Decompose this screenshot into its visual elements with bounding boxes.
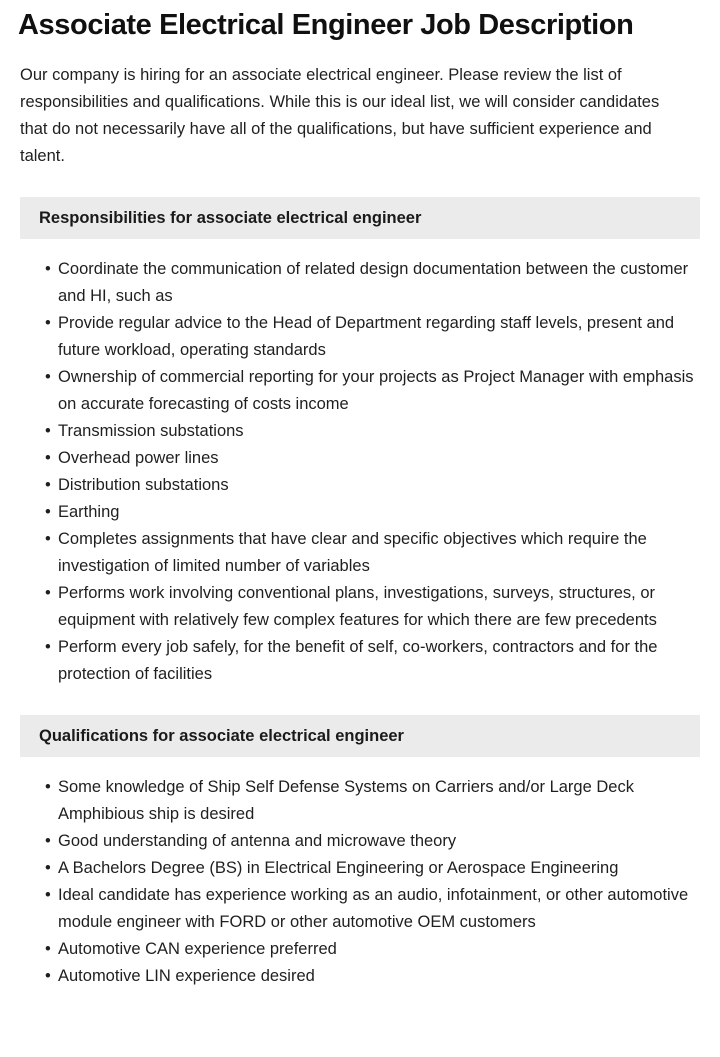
bullet-icon: •: [45, 476, 51, 494]
bullet-icon: •: [45, 449, 51, 467]
list-item-text: Completes assignments that have clear and specific objectives which require the investigation of limited number of variables: [58, 530, 647, 575]
list-item-text: Provide regular advice to the Head of Department regarding staff levels, present and future workload, operating standards: [58, 314, 675, 359]
page-title: Associate Electrical Engineer Job Description: [18, 9, 634, 41]
bullet-icon: •: [45, 503, 51, 521]
list-item-text: Some knowledge of Ship Self Defense Systems on Carriers and/or Large Deck Amphibious ship is desired: [58, 778, 634, 823]
list-item-text: Perform every job safely, for the benefit of self, co-workers, contractors and for the protection of facilities: [58, 638, 658, 683]
list-item-text: Earthing: [58, 503, 120, 521]
list-item-text: Ideal candidate has experience working as an audio, infotainment, or other automotive module engineer with FORD or other automotive OEM customers: [58, 886, 689, 931]
bullet-icon: •: [45, 886, 51, 904]
bullet-icon: •: [45, 368, 51, 386]
list-item: [45, 364, 696, 418]
intro-paragraph: Our company is hiring for an associate electrical engineer. Please review the list of responsibilities and qualifications. While this is our ideal list, we will consider candidates that do not necessarily have all of the qualifications, but have sufficient experience and talent.: [20, 66, 660, 165]
list-item-text: Performs work involving conventional plans, investigations, surveys, structures, or equipment with relatively few complex features for which there are few precedents: [58, 584, 657, 629]
list-item: [45, 310, 696, 364]
qualifications-section: [0, 715, 720, 990]
bullet-icon: •: [45, 530, 51, 548]
list-item: [45, 828, 696, 855]
bullet-icon: •: [45, 638, 51, 656]
bullet-icon: •: [45, 832, 51, 850]
list-item-text: Automotive LIN experience desired: [58, 967, 315, 985]
list-item-text: Distribution substations: [58, 476, 229, 494]
list-item: [45, 445, 696, 472]
bullet-icon: •: [45, 967, 51, 985]
list-item-text: Overhead power lines: [58, 449, 219, 467]
responsibilities-heading-label: Responsibilities for associate electrical engineer: [39, 209, 422, 227]
responsibilities-list: [0, 239, 720, 688]
list-item: [45, 580, 696, 634]
list-item: [45, 855, 696, 882]
list-item: [45, 774, 696, 828]
list-item: [45, 634, 696, 688]
bullet-icon: •: [45, 584, 51, 602]
list-item: [45, 418, 696, 445]
list-item-text: Good understanding of antenna and microwave theory: [58, 832, 457, 850]
list-item-text: A Bachelors Degree (BS) in Electrical Engineering or Aerospace Engineering: [58, 859, 619, 877]
responsibilities-section: [0, 197, 720, 688]
qualifications-heading-label: Qualifications for associate electrical engineer: [39, 727, 404, 745]
list-item: [45, 936, 696, 963]
list-item-text: Coordinate the communication of related design documentation between the customer and HI, such as: [58, 260, 689, 305]
responsibilities-section-header: [20, 197, 700, 239]
qualifications-list: [0, 757, 720, 990]
bullet-icon: •: [45, 314, 51, 332]
list-item: [45, 499, 696, 526]
bullet-icon: •: [45, 940, 51, 958]
bullet-icon: •: [45, 422, 51, 440]
qualifications-section-header: [20, 715, 700, 757]
bullet-icon: •: [45, 859, 51, 877]
list-item-text: Transmission substations: [58, 422, 244, 440]
bullet-icon: •: [45, 260, 51, 278]
list-item-text: Automotive CAN experience preferred: [58, 940, 337, 958]
list-item: [45, 963, 696, 990]
list-item: [45, 472, 696, 499]
list-item: [45, 882, 696, 936]
bullet-icon: •: [45, 778, 51, 796]
list-item: [45, 256, 696, 310]
list-item-text: Ownership of commercial reporting for your projects as Project Manager with emphasis on accurate forecasting of costs income: [58, 368, 694, 413]
list-item: [45, 526, 696, 580]
